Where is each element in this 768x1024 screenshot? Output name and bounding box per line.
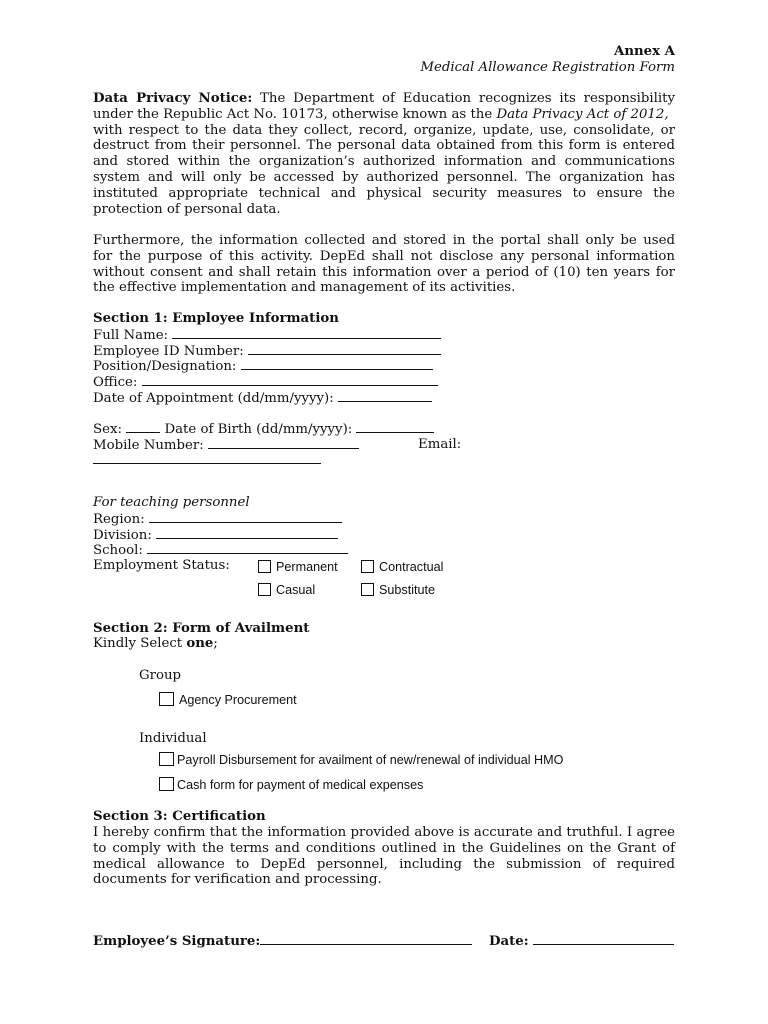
checkbox-icon[interactable]: [159, 777, 174, 791]
signature-row: [93, 932, 472, 950]
privacy-paragraph-2: Furthermore, the information collected and stored in the portal shall only be used for the purpose of this activity. DepEd shall not disclose any personal information without consent and shall retain this information over a period of (10) ten years for the effective implementation and management of its activities.: [93, 233, 675, 296]
document-page: [93, 0, 675, 1024]
checkbox-icon[interactable]: [258, 560, 271, 573]
email-label: Email:: [418, 437, 462, 452]
group-label: Group: [139, 668, 182, 683]
division-field[interactable]: [156, 527, 338, 539]
privacy-heading: Data Privacy Notice:: [93, 91, 253, 106]
annex-label: Annex A: [614, 44, 675, 59]
section3-title: Section 3: Certification: [93, 809, 266, 824]
position-field[interactable]: [241, 358, 433, 370]
form-title: Medical Allowance Registration Form: [420, 60, 675, 75]
position-row: [93, 358, 433, 375]
checkbox-icon[interactable]: [361, 560, 374, 573]
dob-field[interactable]: [356, 421, 434, 433]
individual-option-payroll[interactable]: Payroll Disbursement for availment of new/renewal of individual HMO: [159, 752, 563, 769]
group-option-agency-procurement[interactable]: Agency Procurement: [159, 692, 297, 709]
teaching-note: For teaching personnel: [93, 495, 250, 510]
sex-field[interactable]: [126, 421, 160, 433]
email-field[interactable]: [93, 452, 321, 464]
date-field[interactable]: [533, 932, 674, 945]
privacy-line-1: Data Privacy Notice: The Department of Education recognizes its responsibility: [93, 91, 675, 106]
employee-id-label: Employee ID Number:: [93, 344, 244, 359]
employee-id-field[interactable]: [248, 343, 441, 355]
signature-label: Employee’s Signature:: [93, 934, 261, 949]
school-row: [93, 542, 348, 559]
section2-title: Section 2: Form of Availment: [93, 621, 310, 636]
checkbox-icon[interactable]: [159, 752, 174, 766]
school-label: School:: [93, 543, 143, 558]
office-row: [93, 374, 438, 391]
full-name-label: Full Name:: [93, 328, 169, 343]
full-name-field[interactable]: [172, 327, 441, 339]
individual-option-cash[interactable]: Cash form for payment of medical expenses: [159, 777, 423, 794]
division-label: Division:: [93, 528, 152, 543]
status-option-contractual[interactable]: Contractual: [361, 560, 443, 576]
office-label: Office:: [93, 375, 138, 390]
checkbox-icon[interactable]: [258, 583, 271, 596]
certification-text: I hereby confirm that the information provided above is accurate and truthful. I agree to comply with the terms and conditions outlined in the Guidelines on the Grant of medical allowance to DepEd personnel, including the submission of required documents for verification and processing.: [93, 825, 675, 888]
sex-dob-row: [93, 421, 434, 438]
status-option-casual[interactable]: Casual: [258, 583, 315, 599]
section1-title: Section 1: Employee Information: [93, 311, 339, 326]
date-appointment-label: Date of Appointment (dd/mm/yyyy):: [93, 391, 334, 406]
privacy-notice: Data Privacy Notice: The Department of Education recognizes its responsibility under the Republic Act No. 10173, otherwise known as the Data Privacy Act of 2012, with respect to the data they collect, record, organize, update, use, consolidate, or destruct from their personnel. The personal data obtained from this form is entered and stored within the organization’s authorized information and communications system and will only be accessed by authorized personnel. The organization has instituted appropriate technical and physical security measures to ensure the protection of personal data.: [93, 91, 675, 217]
email-row: [93, 452, 321, 469]
school-field[interactable]: [147, 542, 348, 554]
privacy-line-2: under the Republic Act No. 10173, otherwise known as the Data Privacy Act of 2012,: [93, 106, 669, 122]
region-label: Region:: [93, 512, 145, 527]
section2-instruction: Kindly Select one;: [93, 636, 218, 651]
checkbox-icon[interactable]: [361, 583, 374, 596]
signature-field[interactable]: [260, 932, 472, 945]
date-appointment-field[interactable]: [338, 390, 432, 402]
mobile-field[interactable]: [208, 437, 359, 449]
date-row: [489, 932, 674, 950]
region-row: [93, 511, 342, 528]
full-name-row: [93, 327, 441, 344]
region-field[interactable]: [149, 511, 342, 523]
office-field[interactable]: [142, 374, 438, 386]
dob-label: Date of Birth (dd/mm/yyyy):: [164, 422, 353, 437]
position-label: Position/Designation:: [93, 359, 237, 374]
checkbox-icon[interactable]: [159, 692, 174, 706]
date-appointment-row: [93, 390, 432, 407]
date-label: Date:: [489, 934, 529, 949]
status-option-permanent[interactable]: Permanent: [258, 560, 338, 576]
sex-label: Sex:: [93, 422, 122, 437]
employment-status-label: Employment Status:: [93, 558, 230, 573]
status-option-substitute[interactable]: Substitute: [361, 583, 435, 599]
mobile-label: Mobile Number:: [93, 438, 204, 453]
individual-label: Individual: [139, 731, 207, 746]
